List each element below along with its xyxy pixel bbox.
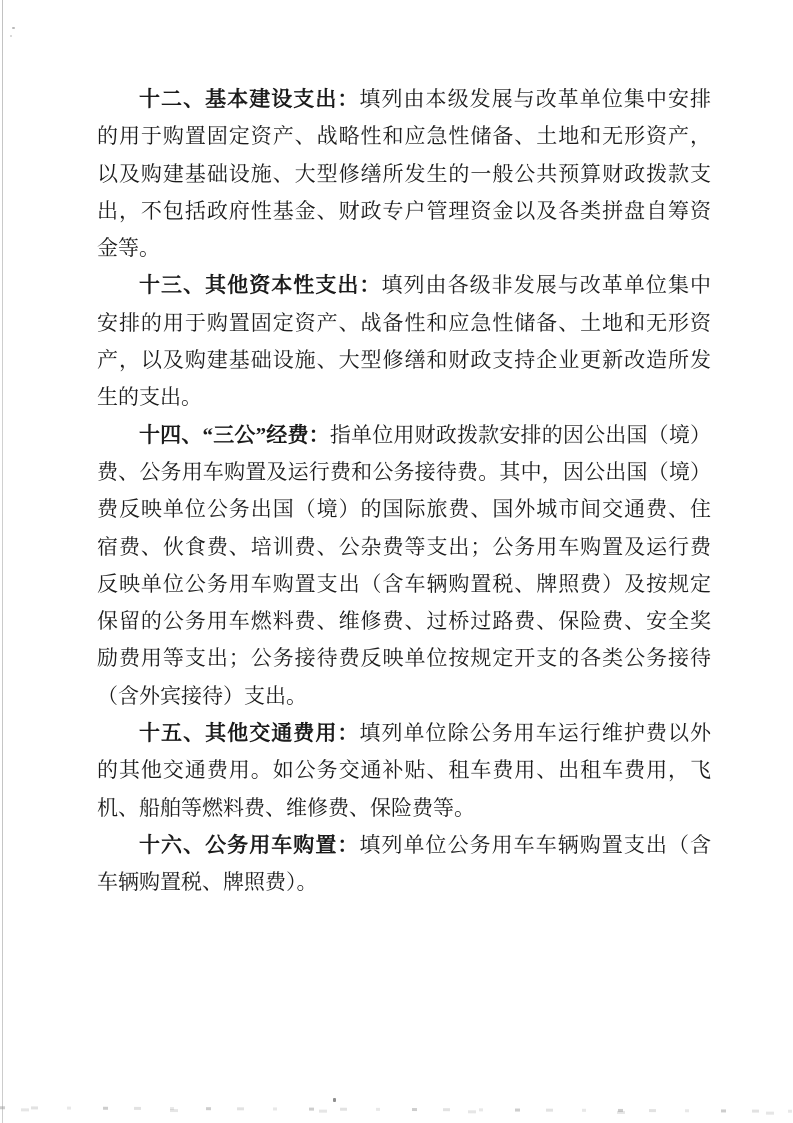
paragraph-2-heading-label: 十三、其他资本性支出： [139, 273, 382, 298]
paragraph-4-heading-label: 十五、其他交通费用： [139, 721, 360, 746]
scan-noise-band [0, 1102, 793, 1117]
paragraph-2-line-1: 十三、其他资本性支出：填列由各级非发展与改革单位集中 [139, 273, 712, 298]
paragraph-3-line-3: 费反映单位公务出国（境）的国际旅费、国外城市间交通费、住 [97, 497, 711, 522]
paragraph-1-line-3: 以及购建基础设施、大型修缮所发生的一般公共预算财政拨款支 [97, 161, 711, 186]
paragraph-5-line-2: 车辆购置税、牌照费）。 [97, 870, 318, 895]
scan-edge-line [2, 0, 3, 1123]
document-text-block [97, 81, 711, 902]
paragraph-5-line-1: 十六、公务用车购置：填列单位公务用车车辆购置支出（含 [139, 832, 712, 857]
paragraph-3-line-7: 励费用等支出；公务接待费反映单位按规定开支的各类公务接待 [97, 646, 711, 671]
paragraph-1-line-4: 出，不包括政府性基金、财政专户管理资金以及各类拼盘自筹资 [97, 198, 711, 223]
paragraph-1-heading-label: 十二、基本建设支出： [139, 87, 360, 111]
paragraph-4-line-1: 十五、其他交通费用：填列单位除公务用车运行维护费以外 [139, 721, 712, 746]
paragraph-1-line-2: 的用于购置固定资产、战略性和应急性储备、土地和无形资产， [97, 124, 711, 149]
paragraph-1-line-5: 金等。 [97, 236, 160, 261]
scan-speck [10, 35, 12, 37]
paragraph-4-line-3: 机、船舶等燃料费、维修费、保险费等。 [97, 795, 475, 820]
paragraph-4-line-2: 的其他交通费用。如公务交通补贴、租车费用、出租车费用，飞 [97, 758, 711, 783]
paragraph-3-line-8: （含外宾接待）支出。 [97, 683, 307, 708]
paragraph-3-line-2: 费、公务用车购置及运行费和公务接待费。其中，因公出国（境） [97, 459, 711, 484]
paragraph-3-line-5: 反映单位公务用车购置支出（含车辆购置税、牌照费）及按规定 [97, 571, 711, 596]
paragraph-3-line-1: 十四、“三公”经费：指单位用财政拨款安排的因公出国（境） [139, 422, 712, 447]
paragraph-3-heading-label: 十四、“三公”经费： [139, 422, 330, 447]
paragraph-2-line-4: 生的支出。 [97, 385, 202, 410]
scan-speck [333, 1098, 336, 1102]
paragraph-2-line-3: 产，以及购建基础设施、大型修缮和财政支持企业更新改造所发 [97, 348, 711, 373]
paragraph-1-line-1: 十二、基本建设支出：填列由本级发展与改革单位集中安排 [139, 87, 712, 111]
paragraph-3-line-6: 保留的公务用车燃料费、维修费、过桥过路费、保险费、安全奖 [97, 609, 711, 634]
paragraph-3-line-4: 宿费、伙食费、培训费、公杂费等支出；公务用车购置及运行费 [97, 534, 711, 559]
scan-speck [12, 27, 15, 29]
paragraph-2-line-2: 安排的用于购置固定资产、战备性和应急性储备、土地和无形资 [97, 310, 711, 335]
paragraph-5-heading-label: 十六、公务用车购置： [139, 832, 360, 857]
